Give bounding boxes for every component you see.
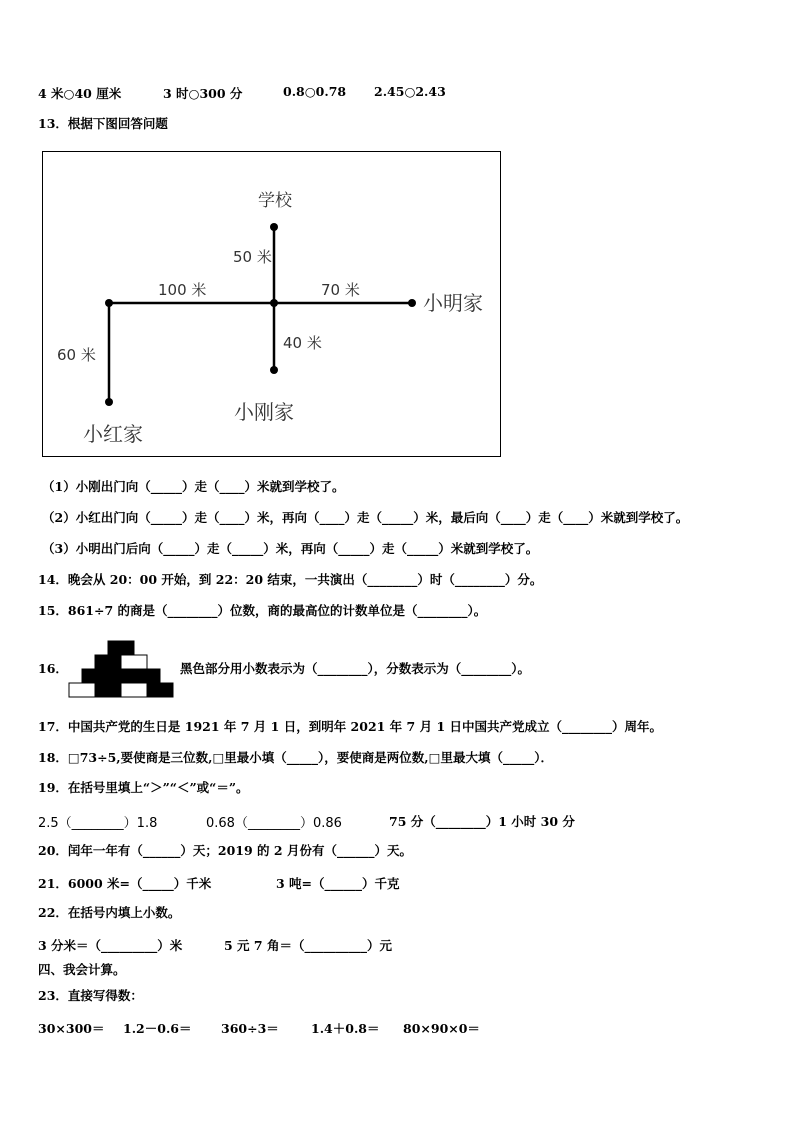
question-23-title: 23．直接写得数： [38,988,143,1003]
pyramid-figure [68,640,176,698]
question-13-sub2: （2）小红出门向（_____）走（____）米，再向（____）走（_____）米，最后向（____）走（____）米就到学校了。 [42,510,689,525]
label-70m: 70 米 [321,281,360,299]
question-21-b: 3 吨=（______）千克 [276,876,400,891]
question-19-c: 75 分（________）1 小时 30 分 [389,814,575,829]
calc-item-1: 30×300＝ [38,1021,105,1036]
school-point [270,223,278,231]
calc-item-2: 1.2－0.6＝ [123,1021,192,1036]
label-school: 学校 [258,191,292,211]
label-50m: 50 米 [233,248,272,266]
question-16-number: 16． [38,661,68,676]
question-22-a: 3 分米＝（_________）米 [38,938,183,953]
question-20: 20．闰年一年有（______）天；2019 的 2 月份有（______）天。 [38,843,412,858]
question-13-sub1: （1）小刚出门向（_____）走（____）米就到学校了。 [42,479,345,494]
compare-item-3: 0.8○0.78 [283,84,347,99]
question-19-title: 19．在括号里填上“＞”“＜”或“＝”。 [38,780,249,795]
question-19-b: 0.68（________）0.86 [206,816,342,831]
question-16-text: 黑色部分用小数表示为（________），分数表示为（________）。 [180,661,531,676]
question-18: 18．□73÷5,要使商是三位数,□里最小填（_____），要使商是两位数,□里最大填（_____）． [38,750,553,765]
question-21-a: 21．6000 米=（_____）千米 [38,876,212,891]
route-map [42,151,501,457]
corner-point [105,299,113,307]
question-13-title: 13．根据下图回答问题 [38,116,168,131]
compare-item-1: 4 米○40 厘米 [38,86,122,101]
question-13-sub3: （3）小明出门后向（_____）走（_____）米，再向（_____）走（_____）米就到学校了。 [42,541,539,556]
calc-item-3: 360÷3＝ [221,1021,279,1036]
label-40m: 40 米 [283,334,322,352]
calc-item-4: 1.4＋0.8＝ [311,1021,380,1036]
question-17: 17．中国共产党的生日是 1921 年 7 月 1 日，到明年 2021 年 7 月 1 日中国共产党成立（________）周年。 [38,719,662,734]
label-xiaogang: 小刚家 [234,400,294,424]
question-22-b: 5 元 7 角＝（__________）元 [224,938,392,953]
xiaoming-point [408,299,416,307]
compare-item-4: 2.45○2.43 [374,84,446,99]
label-xiaoming: 小明家 [423,291,483,315]
question-15: 15．861÷7 的商是（________）位数，商的最高位的计数单位是（________）。 [38,603,487,618]
xiaogang-point [270,366,278,374]
calc-item-5: 80×90×0＝ [403,1021,480,1036]
compare-item-2: 3 时○300 分 [163,86,243,101]
question-14: 14．晚会从 20：00 开始，到 22：20 结束，一共演出（________）时（________）分。 [38,572,543,587]
center-point [270,299,278,307]
section-4-heading: 四、我会计算。 [38,962,126,977]
label-60m: 60 米 [57,346,96,364]
label-100m: 100 米 [158,281,207,299]
xiaohong-point [105,398,113,406]
label-xiaohong: 小红家 [83,422,143,446]
question-19-a: 2.5（________）1.8 [38,816,158,831]
question-22-title: 22．在括号内填上小数。 [38,905,181,920]
